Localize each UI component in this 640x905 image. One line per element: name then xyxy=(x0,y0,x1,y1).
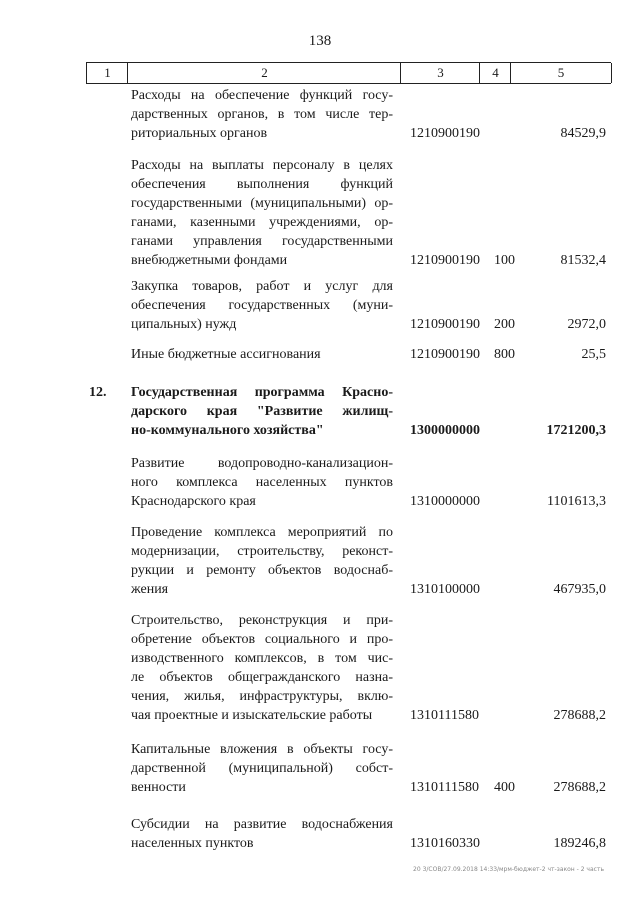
header-col-1: 1 xyxy=(86,63,128,83)
row-description: Проведение комплекса мероприятий по модернизации, строительству, реконст- рукции и ремонту объектов водоснаб- жения xyxy=(131,525,393,597)
row-amount: 25,5 xyxy=(581,347,606,362)
row-code: 1300000000 xyxy=(410,423,480,438)
row-amount: 81532,4 xyxy=(560,253,606,268)
row-description: Капитальные вложения в объекты госу- дарственной (муниципальной) собст- венности xyxy=(131,742,393,795)
row-amount: 278688,2 xyxy=(553,780,606,795)
row-expense-type: 400 xyxy=(494,780,515,795)
row-description: Субсидии на развитие водоснабжения населенных пунктов xyxy=(131,817,393,851)
row-amount: 84529,9 xyxy=(560,126,606,141)
row-code: 1310111580 xyxy=(410,708,479,723)
row-description: Строительство, реконструкция и при- обретение объектов социального и про- изводственного комплексов, в том чис- ле объектов общегражданского назна- чения, жилья, инфраструктуры, вклю- чая проектные и изыскательские работы xyxy=(131,613,393,723)
row-expense-type: 100 xyxy=(494,253,515,268)
row-amount: 278688,2 xyxy=(553,708,606,723)
header-col-5: 5 xyxy=(510,63,612,83)
row-amount: 1721200,3 xyxy=(546,423,606,438)
row-amount: 2972,0 xyxy=(567,317,606,332)
row-description: Иные бюджетные ассигнования xyxy=(131,347,321,362)
row-code: 1310100000 xyxy=(410,582,480,597)
row-description: Расходы на обеспечение функций госу- дарственных органов, в том числе тер- риториальных органов xyxy=(131,88,393,141)
row-expense-type: 200 xyxy=(494,317,515,332)
row-code: 1310111580 xyxy=(410,780,479,795)
row-description: Закупка товаров, работ и услуг для обеспечения государственных (муни- ципальных) нужд xyxy=(131,279,393,332)
table-header xyxy=(86,62,611,84)
header-col-4: 4 xyxy=(479,63,511,83)
row-description: Развитие водопроводно-канализацион- ного комплекса населенных пунктов Краснодарского края xyxy=(131,456,393,509)
header-col-2: 2 xyxy=(127,63,401,83)
row-code: 1310160330 xyxy=(410,836,480,851)
header-col-3: 3 xyxy=(400,63,480,83)
row-amount: 189246,8 xyxy=(553,836,606,851)
row-description: Государственная программа Красно- дарского края "Развитие жилищ- но-коммунального хозяйства" xyxy=(131,385,393,438)
footer-stamp: 20 3/СОВ/27.09.2018 14:33/мрм-бюджет-2 чт-закон - 2 часть xyxy=(413,866,604,873)
row-code: 1210900190 xyxy=(410,126,480,141)
row-number: 12. xyxy=(89,385,107,400)
row-code: 1210900190 xyxy=(410,347,480,362)
row-code: 1210900190 xyxy=(410,317,480,332)
row-amount: 467935,0 xyxy=(553,582,606,597)
row-code: 1210900190 xyxy=(410,253,480,268)
row-description: Расходы на выплаты персоналу в целях обеспечения выполнения функций государственными (муниципальными) ор- ганами, казенными учреждениями, ор- ганами управления государственными внебюджетными фондами xyxy=(131,158,393,268)
page-number: 138 xyxy=(308,33,332,49)
row-code: 1310000000 xyxy=(410,494,480,509)
row-amount: 1101613,3 xyxy=(547,494,606,509)
row-expense-type: 800 xyxy=(494,347,515,362)
